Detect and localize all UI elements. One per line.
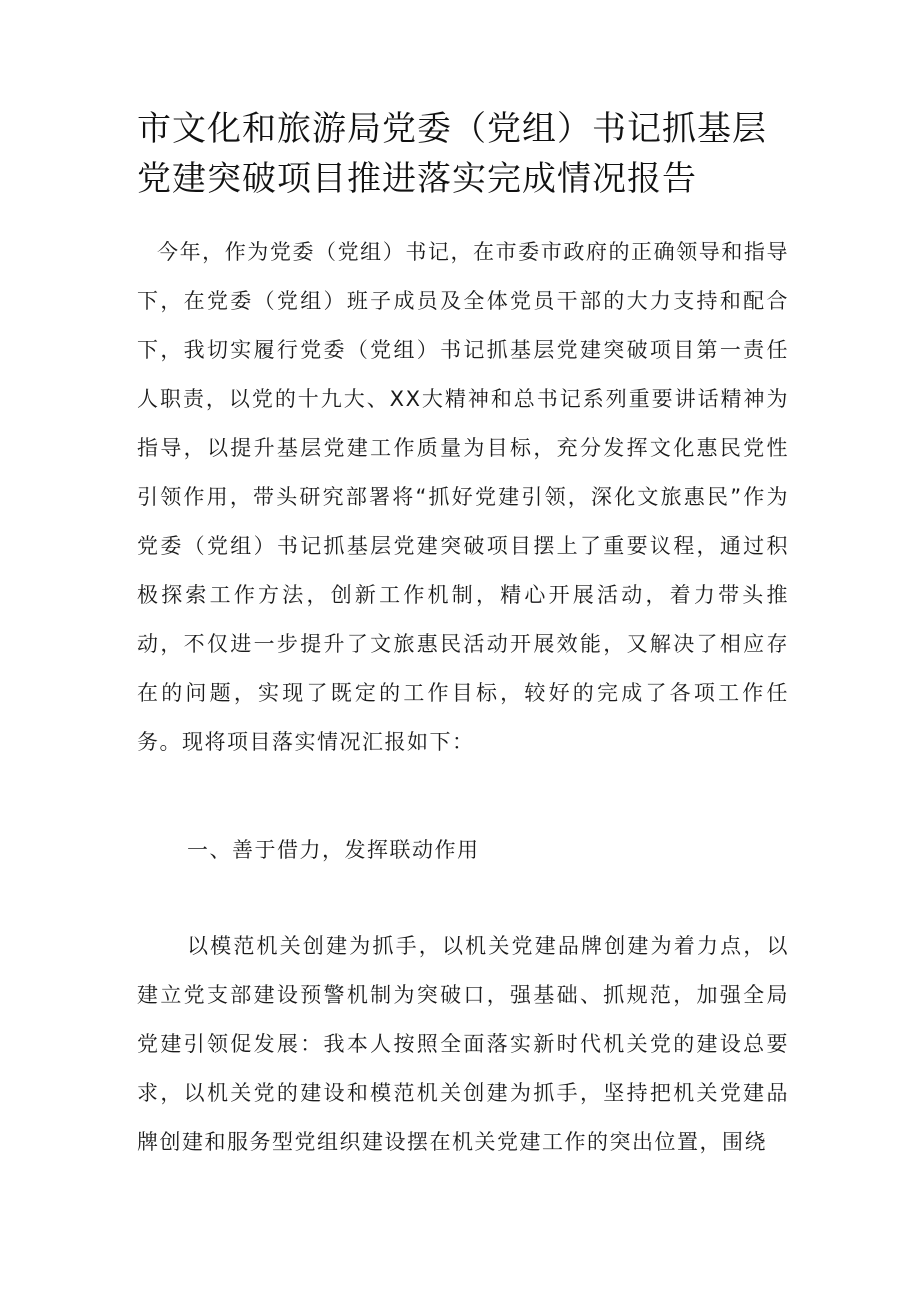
document-title: 市文化和旅游局党委（党组）书记抓基层党建突破项目推进落实完成情况报告: [137, 109, 767, 199]
section-heading-1: 一、善于借力，发挥联动作用: [187, 838, 480, 862]
section-1-paragraph: 以模范机关创建为抓手，以机关党建品牌创建为着力点，以建立党支部建设预警机制为突破口，强基础、抓规范，加强全局党建引领促发展：我本人按照全面落实新时代机关党的建设总要求，以机关党的建设和模范机关创建为抓手，坚持把机关党建品牌创建和服务型党组织建设摆在机关党建工作的突出位置，围绕: [137, 934, 789, 1154]
intro-paragraph: 今年，作为党委（党组）书记，在市委市政府的正确领导和指导下，在党委（党组）班子成员及全体党员干部的大力支持和配合下，我切实履行党委（党组）书记抓基层党建突破项目第一责任人职责，以党的十九大、XX大精神和总书记系列重要讲话精神为指导，以提升基层党建工作质量为目标，充分发挥文化惠民党性引领作用，带头研究部署将“抓好党建引领，深化文旅惠民”作为党委（党组）书记抓基层党建突破项目摆上了重要议程，通过积极探索工作方法，创新工作机制，精心开展活动，着力带头推动，不仅进一步提升了文旅惠民活动开展效能，又解决了相应存在的问题，实现了既定的工作目标，较好的完成了各项工作任务。现将项目落实情况汇报如下：: [137, 240, 789, 754]
